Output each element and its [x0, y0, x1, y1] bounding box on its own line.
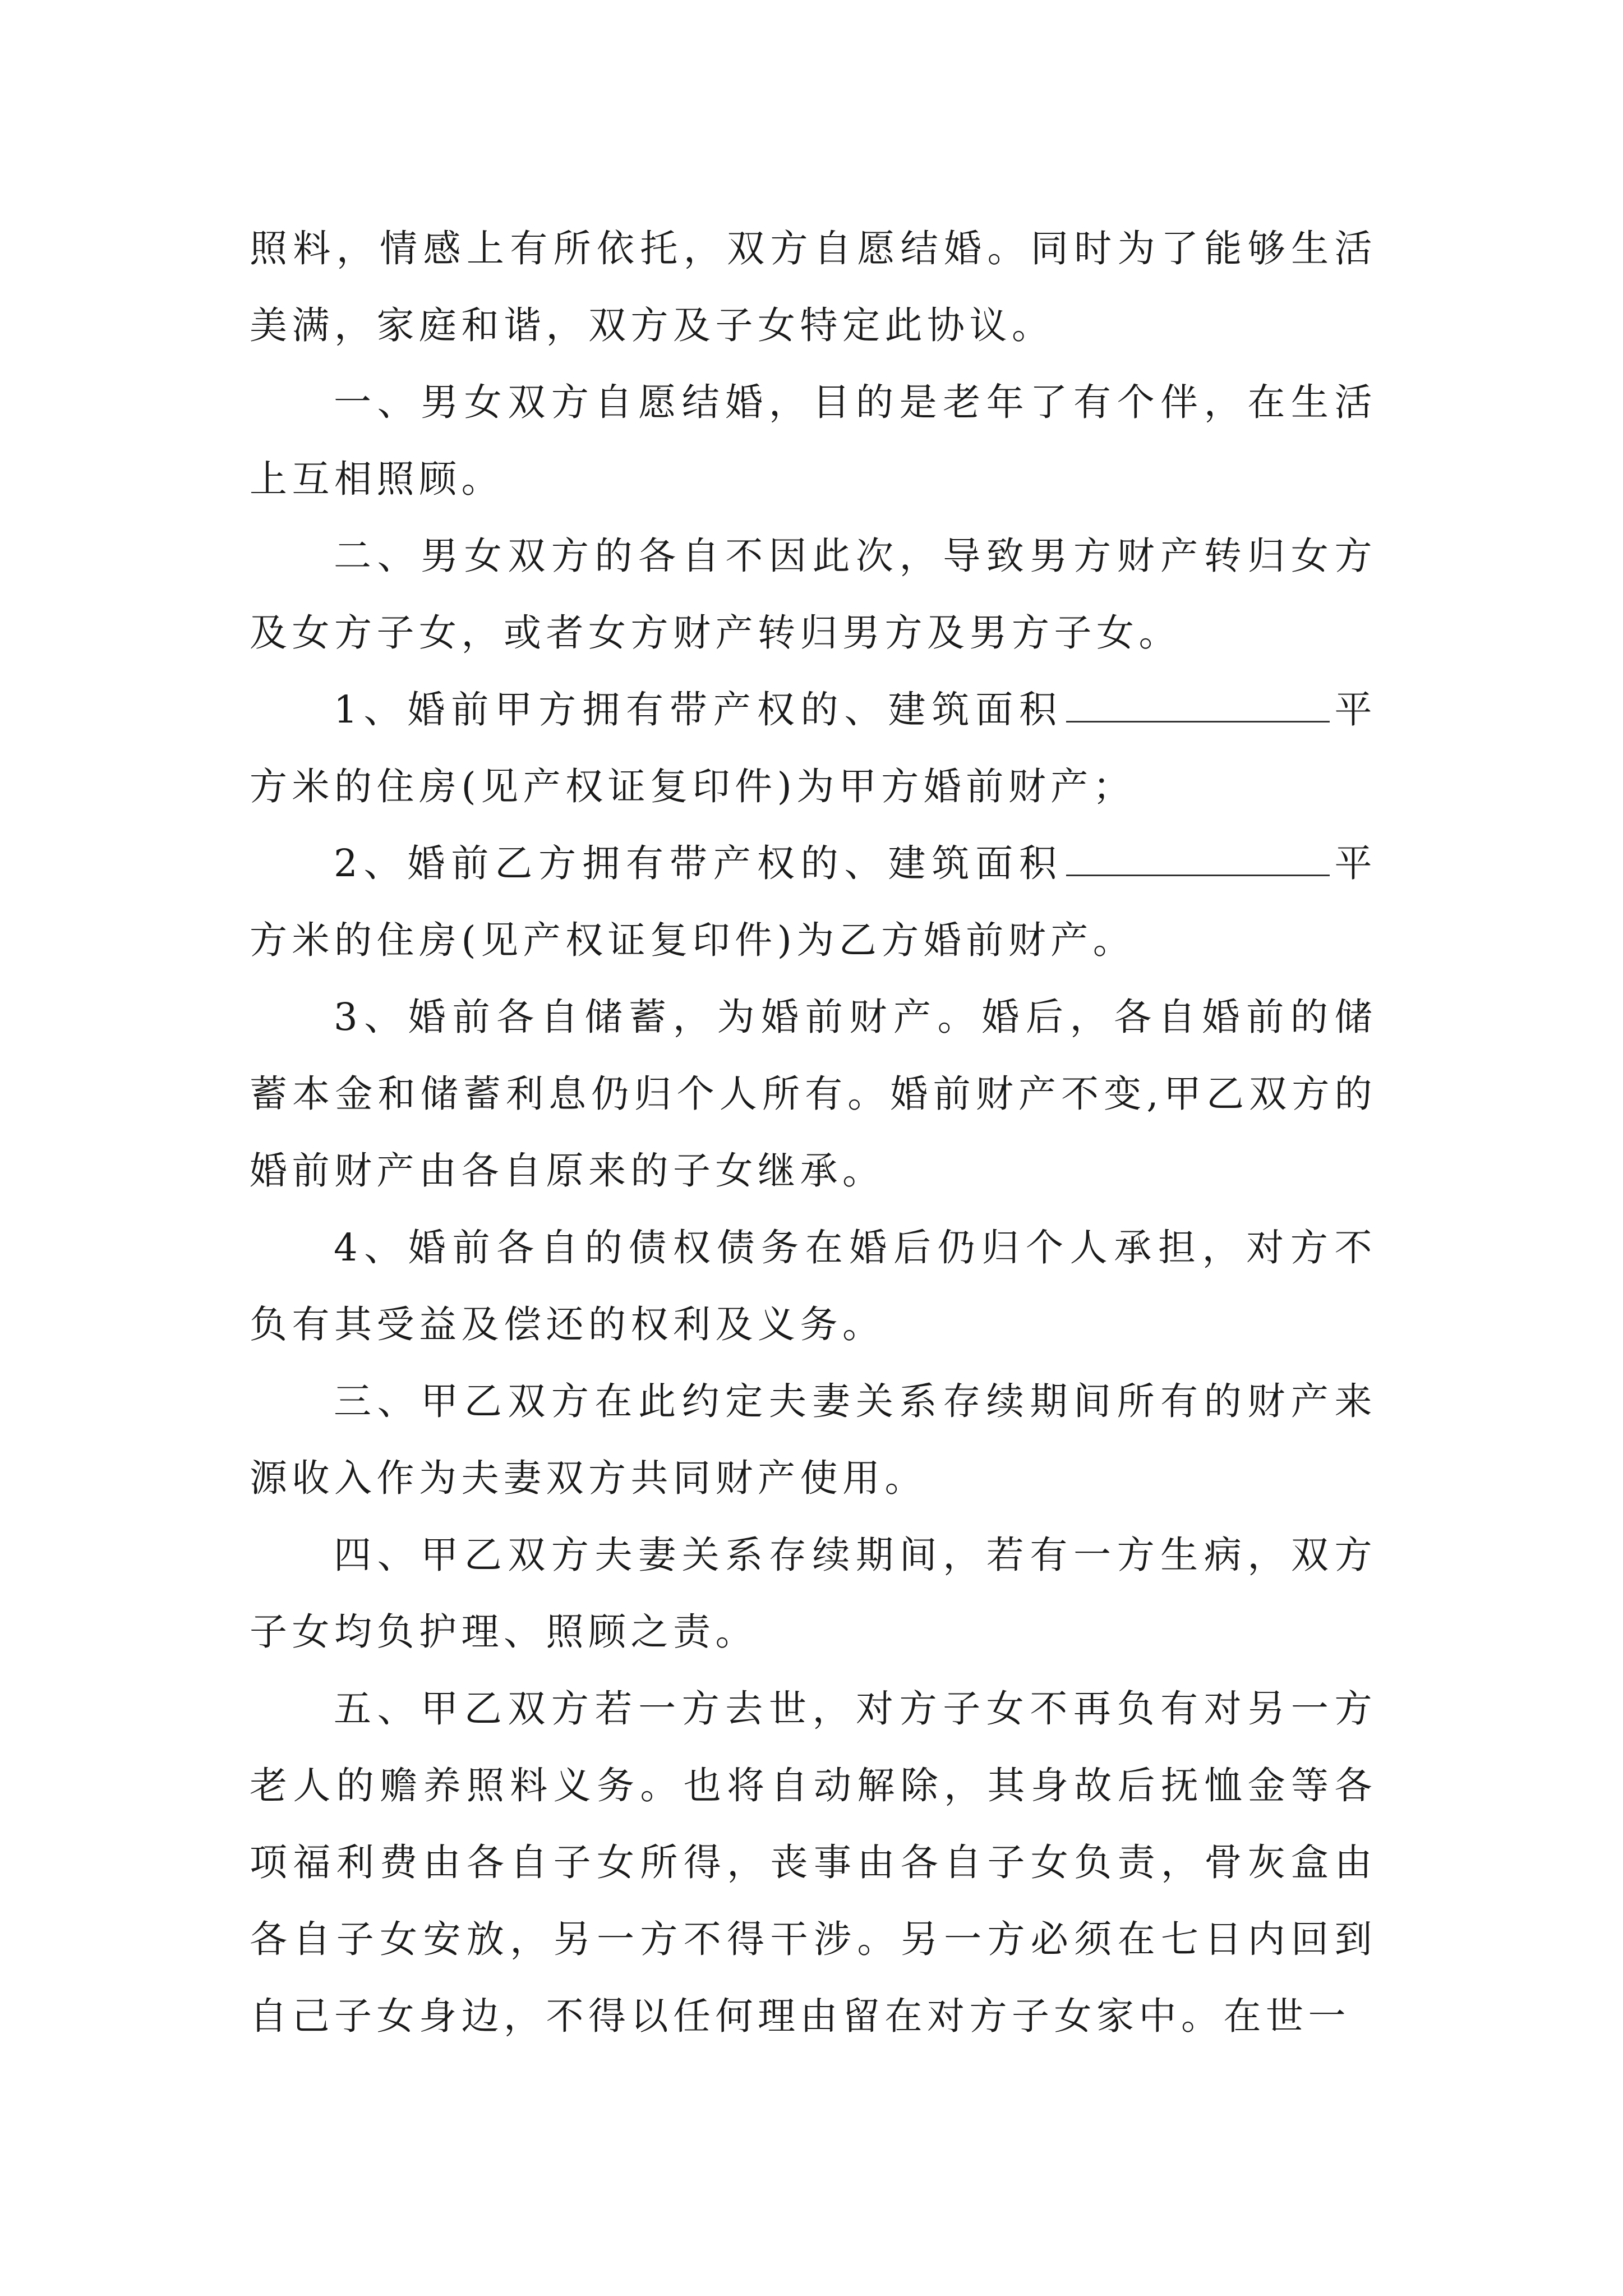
area-blank-line-2 [1066, 841, 1330, 876]
item-1-text-after: 平方米的住房(见产权证复印件)为甲方婚前财产； [250, 688, 1377, 808]
clause-2-item-1 [250, 671, 1377, 825]
clause-2-item-2 [250, 825, 1377, 979]
clause-5: 五、甲乙双方若一方去世，对方子女不再负有对另一方老人的赡养照料义务。也将自动解除，其身故后抚恤金等各项福利费由各自子女所得，丧事由各自子女负责，骨灰盒由各自子女安放，另一方不得干涉。另一方必须在七日内回到自己子女身边，不得以任何理由留在对方子女家中。在世一 [250, 1687, 1377, 2038]
item-2-text-before: 2、婚前乙方拥有带产权的、建筑面积 [334, 841, 1063, 885]
document-body [250, 210, 1377, 2055]
item-1-text-before: 1、婚前甲方拥有带产权的、建筑面积 [334, 688, 1063, 731]
clause-2: 二、男女双方的各自不因此次，导致男方财产转归女方及女方子女，或者女方财产转归男方及男方子女。 [250, 534, 1377, 655]
clause-2-item-3: 3、婚前各自储蓄，为婚前财产。婚后，各自婚前的储蓄本金和储蓄利息仍归个人所有。婚前财产不变,甲乙双方的婚前财产由各自原来的子女继承。 [250, 995, 1377, 1193]
clause-1: 一、男女双方自愿结婚，目的是老年了有个伴，在生活上互相照顾。 [250, 380, 1377, 501]
paragraph-continuation: 照料，情感上有所依托，双方自愿结婚。同时为了能够生活美满，家庭和谐，双方及子女特定此协议。 [250, 227, 1377, 347]
item-2-text-after: 平方米的住房(见产权证复印件)为乙方婚前财产。 [250, 841, 1377, 962]
clause-4: 四、甲乙双方夫妻关系存续期间，若有一方生病，双方子女均负护理、照顾之责。 [250, 1533, 1377, 1654]
clause-2-item-4: 4、婚前各自的债权债务在婚后仍归个人承担，对方不负有其受益及偿还的权利及义务。 [250, 1226, 1377, 1346]
area-blank-line-1 [1066, 687, 1330, 723]
clause-3: 三、甲乙双方在此约定夫妻关系存续期间所有的财产来源收入作为夫妻双方共同财产使用。 [250, 1379, 1377, 1500]
